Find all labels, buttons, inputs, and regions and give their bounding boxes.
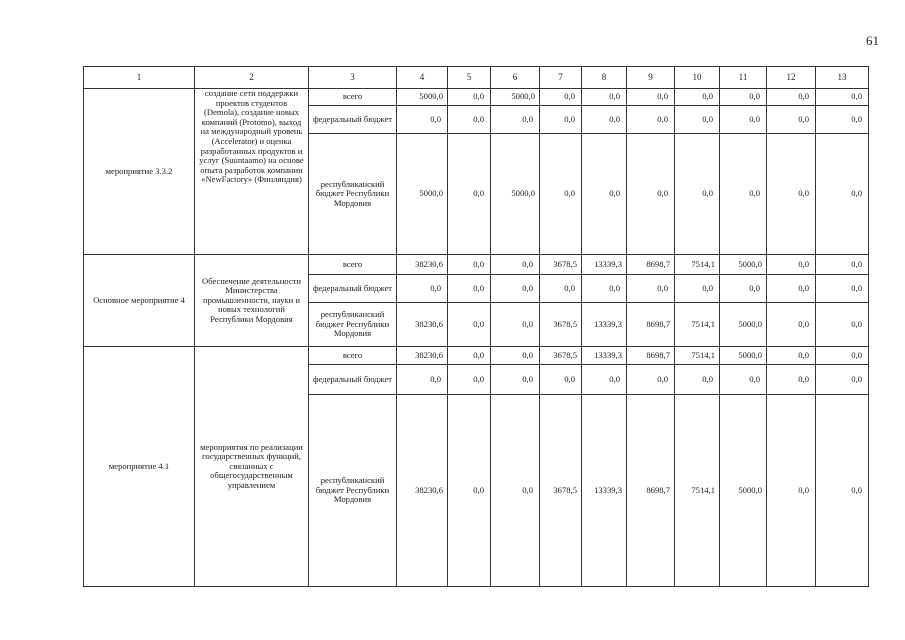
header-cell: 8 xyxy=(582,67,627,89)
value-cell: 5000,0 xyxy=(491,89,540,106)
value-cell: 0,0 xyxy=(540,89,582,106)
event-description-cell: создание сети поддержки проектов студентов (Demola), создание новых компаний (Protomo), выход на международный уровень (Accelerator) и оценка разработанных продуктов и услуг (Suuntaamo) на основе опыта разработок компании «NewFactory» (Финляндия) xyxy=(195,89,309,255)
value-cell: 8698,7 xyxy=(627,347,675,365)
value-cell: 0,0 xyxy=(540,365,582,395)
header-cell: 9 xyxy=(627,67,675,89)
value-cell: 13339,3 xyxy=(582,395,627,587)
value-cell: 0,0 xyxy=(448,134,491,255)
value-cell: 0,0 xyxy=(720,134,767,255)
value-cell: 0,0 xyxy=(816,106,869,134)
value-cell: 7514,1 xyxy=(675,255,720,275)
value-cell: 0,0 xyxy=(448,365,491,395)
value-cell: 0,0 xyxy=(720,89,767,106)
event-description-cell: мероприятия по реализации государственных функций, связанных с общегосударственным управлением xyxy=(195,347,309,587)
funding-source-cell: республиканский бюджет Республики Мордовия xyxy=(309,395,397,587)
table-row xyxy=(84,347,869,365)
value-cell: 0,0 xyxy=(627,106,675,134)
value-cell: 0,0 xyxy=(816,275,869,303)
value-cell: 3678,5 xyxy=(540,395,582,587)
event-description-cell: Обеспечение деятельности Министерства промышленности, науки и новых технологий Республики Мордовия xyxy=(195,255,309,347)
funding-source-cell: республиканский бюджет Республики Мордовия xyxy=(309,303,397,347)
value-cell: 0,0 xyxy=(397,275,448,303)
value-cell: 7514,1 xyxy=(675,303,720,347)
funding-source-cell: всего xyxy=(309,89,397,106)
value-cell: 13339,3 xyxy=(582,303,627,347)
header-cell: 10 xyxy=(675,67,720,89)
header-cell: 12 xyxy=(767,67,816,89)
value-cell: 13339,3 xyxy=(582,347,627,365)
value-cell: 0,0 xyxy=(448,275,491,303)
header-cell: 1 xyxy=(84,67,195,89)
page-number: 61 xyxy=(866,33,879,48)
funding-source-cell: федеральный бюджет xyxy=(309,275,397,303)
value-cell: 0,0 xyxy=(582,134,627,255)
budget-table xyxy=(83,66,869,587)
value-cell: 0,0 xyxy=(816,303,869,347)
value-cell: 0,0 xyxy=(767,365,816,395)
value-cell: 0,0 xyxy=(767,134,816,255)
value-cell: 0,0 xyxy=(540,134,582,255)
value-cell: 38230,6 xyxy=(397,347,448,365)
header-cell: 11 xyxy=(720,67,767,89)
value-cell: 0,0 xyxy=(448,303,491,347)
value-cell: 0,0 xyxy=(540,106,582,134)
value-cell: 0,0 xyxy=(816,347,869,365)
value-cell: 0,0 xyxy=(767,106,816,134)
funding-source-cell: всего xyxy=(309,255,397,275)
header-cell: 7 xyxy=(540,67,582,89)
value-cell: 0,0 xyxy=(767,347,816,365)
value-cell: 0,0 xyxy=(397,365,448,395)
value-cell: 0,0 xyxy=(582,106,627,134)
value-cell: 0,0 xyxy=(491,303,540,347)
value-cell: 0,0 xyxy=(448,106,491,134)
value-cell: 0,0 xyxy=(627,134,675,255)
value-cell: 0,0 xyxy=(675,106,720,134)
header-cell: 5 xyxy=(448,67,491,89)
value-cell: 0,0 xyxy=(767,395,816,587)
header-cell: 6 xyxy=(491,67,540,89)
value-cell: 5000,0 xyxy=(720,255,767,275)
event-name-cell: мероприятие 4.1 xyxy=(84,347,195,587)
value-cell: 0,0 xyxy=(491,255,540,275)
value-cell: 8698,7 xyxy=(627,303,675,347)
value-cell: 0,0 xyxy=(582,365,627,395)
value-cell: 3678,5 xyxy=(540,347,582,365)
value-cell: 0,0 xyxy=(675,365,720,395)
table-row xyxy=(84,89,869,106)
funding-source-cell: федеральный бюджет xyxy=(309,106,397,134)
value-cell: 0,0 xyxy=(675,275,720,303)
header-cell: 13 xyxy=(816,67,869,89)
value-cell: 0,0 xyxy=(540,275,582,303)
value-cell: 5000,0 xyxy=(491,134,540,255)
funding-source-cell: всего xyxy=(309,347,397,365)
value-cell: 0,0 xyxy=(397,106,448,134)
value-cell: 3678,5 xyxy=(540,303,582,347)
value-cell: 5000,0 xyxy=(720,395,767,587)
value-cell: 0,0 xyxy=(582,275,627,303)
value-cell: 7514,1 xyxy=(675,395,720,587)
value-cell: 0,0 xyxy=(767,275,816,303)
event-name-cell: мероприятие 3.3.2 xyxy=(84,89,195,255)
value-cell: 0,0 xyxy=(720,365,767,395)
value-cell: 0,0 xyxy=(582,89,627,106)
value-cell: 0,0 xyxy=(491,365,540,395)
value-cell: 38230,6 xyxy=(397,395,448,587)
value-cell: 0,0 xyxy=(816,365,869,395)
value-cell: 5000,0 xyxy=(720,303,767,347)
value-cell: 8698,7 xyxy=(627,255,675,275)
value-cell: 5000,0 xyxy=(397,134,448,255)
header-row xyxy=(84,67,869,89)
value-cell: 0,0 xyxy=(491,275,540,303)
value-cell: 0,0 xyxy=(767,255,816,275)
value-cell: 0,0 xyxy=(627,365,675,395)
value-cell: 5000,0 xyxy=(720,347,767,365)
value-cell: 0,0 xyxy=(448,395,491,587)
funding-source-cell: республиканский бюджет Республики Мордовия xyxy=(309,134,397,255)
event-name-cell: Основное мероприятие 4 xyxy=(84,255,195,347)
value-cell: 0,0 xyxy=(448,89,491,106)
value-cell: 0,0 xyxy=(675,89,720,106)
value-cell: 3678,5 xyxy=(540,255,582,275)
value-cell: 0,0 xyxy=(491,395,540,587)
value-cell: 0,0 xyxy=(816,134,869,255)
value-cell: 0,0 xyxy=(627,89,675,106)
value-cell: 0,0 xyxy=(816,395,869,587)
value-cell: 0,0 xyxy=(675,134,720,255)
value-cell: 38230,6 xyxy=(397,255,448,275)
value-cell: 0,0 xyxy=(767,89,816,106)
value-cell: 0,0 xyxy=(448,255,491,275)
funding-source-cell: федеральный бюджет xyxy=(309,365,397,395)
value-cell: 0,0 xyxy=(720,275,767,303)
value-cell: 38230,6 xyxy=(397,303,448,347)
value-cell: 7514,1 xyxy=(675,347,720,365)
value-cell: 0,0 xyxy=(767,303,816,347)
value-cell: 0,0 xyxy=(816,255,869,275)
value-cell: 0,0 xyxy=(627,275,675,303)
value-cell: 5000,0 xyxy=(397,89,448,106)
value-cell: 0,0 xyxy=(491,106,540,134)
table-row xyxy=(84,255,869,275)
value-cell: 0,0 xyxy=(491,347,540,365)
value-cell: 8698,7 xyxy=(627,395,675,587)
header-cell: 3 xyxy=(309,67,397,89)
header-cell: 2 xyxy=(195,67,309,89)
value-cell: 0,0 xyxy=(816,89,869,106)
header-cell: 4 xyxy=(397,67,448,89)
value-cell: 0,0 xyxy=(448,347,491,365)
value-cell: 13339,3 xyxy=(582,255,627,275)
value-cell: 0,0 xyxy=(720,106,767,134)
